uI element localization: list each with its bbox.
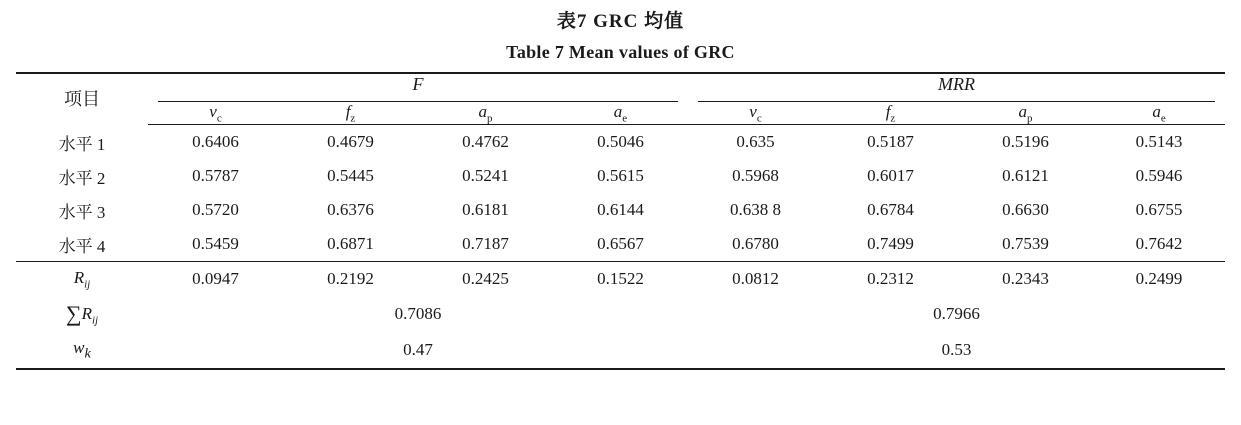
cell: 0.5720 xyxy=(192,200,239,220)
header-group-f-label: F xyxy=(158,74,678,102)
cell: 0.6121 xyxy=(1002,166,1049,186)
table-row-sum-rij xyxy=(16,296,1225,332)
cell: 0.2312 xyxy=(823,262,958,297)
cell: 0.6871 xyxy=(327,234,374,254)
row-label: 水平 4 xyxy=(58,236,106,256)
col-header-f-vc: $v_c$ xyxy=(148,102,283,125)
cell: 0.6755 xyxy=(1135,200,1183,220)
cell: 0.5196 xyxy=(1002,132,1049,152)
cell: 0.7642 xyxy=(1135,234,1183,254)
cell: 0.4762 xyxy=(462,132,509,152)
cell: 0.5445 xyxy=(327,166,374,186)
cell: 0.5968 xyxy=(732,166,779,186)
cell-sum-f: 0.7086 xyxy=(394,304,442,324)
row-label: 水平 3 xyxy=(58,202,106,222)
cell: 0.2343 xyxy=(958,262,1093,297)
table-row-rij xyxy=(16,262,1225,297)
grc-mean-values-table xyxy=(16,72,1225,370)
row-label-rij: $R_{ij}$ xyxy=(16,262,148,297)
cell-wk-mrr: 0.53 xyxy=(688,332,1225,369)
cell-sum-mrr: 0.7966 xyxy=(933,304,980,324)
col-header-f-ap: $a_p$ xyxy=(418,102,553,125)
table-row xyxy=(16,193,1225,227)
cell: 0.0947 xyxy=(148,262,283,297)
cell: 0.6784 xyxy=(867,200,914,220)
cell: 0.7499 xyxy=(867,234,914,254)
cell: 0.6181 xyxy=(462,200,509,220)
col-header-mrr-vc: $v_c$ xyxy=(688,102,823,125)
header-item-label: 项目 xyxy=(16,73,148,125)
row-label: 水平 1 xyxy=(58,134,106,154)
cell: 0.5143 xyxy=(1135,132,1183,152)
cell: 0.0812 xyxy=(688,262,823,297)
table-row-wk xyxy=(16,332,1225,369)
cell: 0.6780 xyxy=(732,234,779,254)
table-subheader-row xyxy=(16,102,1225,125)
cell: 0.6630 xyxy=(1002,200,1049,220)
table-row xyxy=(16,125,1225,160)
cell: 0.5241 xyxy=(462,166,509,186)
cell: 0.6144 xyxy=(597,200,644,220)
cell: 0.5615 xyxy=(597,166,644,186)
table-row xyxy=(16,227,1225,262)
table-caption-en: Table 7 Mean values of GRC xyxy=(506,42,735,62)
row-label-sum-rij: $\sum R_{ij}$ xyxy=(65,301,99,327)
cell: 0.6406 xyxy=(192,132,239,152)
row-label-wk: $w_k$ xyxy=(16,332,148,369)
cell: 0.7187 xyxy=(462,234,509,254)
row-label: 水平 2 xyxy=(58,168,106,188)
cell: 0.4679 xyxy=(327,132,374,152)
cell: 0.638 8 xyxy=(730,200,781,220)
cell: 0.7539 xyxy=(1002,234,1049,254)
cell: 0.6017 xyxy=(867,166,914,186)
cell: 0.5046 xyxy=(597,132,644,152)
col-header-mrr-fz: $f_z$ xyxy=(823,102,958,125)
cell: 0.5946 xyxy=(1135,166,1183,186)
col-header-f-ae: $a_e$ xyxy=(553,102,688,125)
cell: 0.2499 xyxy=(1093,262,1225,297)
table-caption-cn: 表7 GRC 均值 xyxy=(556,11,685,32)
cell: 0.1522 xyxy=(553,262,688,297)
header-group-mrr xyxy=(688,73,1225,102)
cell: 0.5787 xyxy=(192,166,239,186)
cell: 0.6376 xyxy=(327,200,374,220)
col-header-mrr-ap: $a_p$ xyxy=(958,102,1093,125)
cell: 0.635 xyxy=(736,132,775,152)
col-header-f-fz: $f_z$ xyxy=(283,102,418,125)
cell: 0.5187 xyxy=(867,132,914,152)
cell: 0.5459 xyxy=(192,234,239,254)
header-group-mrr-label: MRR xyxy=(698,74,1215,102)
table-row xyxy=(16,159,1225,193)
cell: 0.2425 xyxy=(418,262,553,297)
header-group-f xyxy=(148,73,688,102)
col-header-mrr-ae: $a_e$ xyxy=(1093,102,1225,125)
table-group-header-row xyxy=(16,73,1225,102)
cell: 0.2192 xyxy=(283,262,418,297)
cell-wk-f: 0.47 xyxy=(148,332,688,369)
cell: 0.6567 xyxy=(597,234,644,254)
